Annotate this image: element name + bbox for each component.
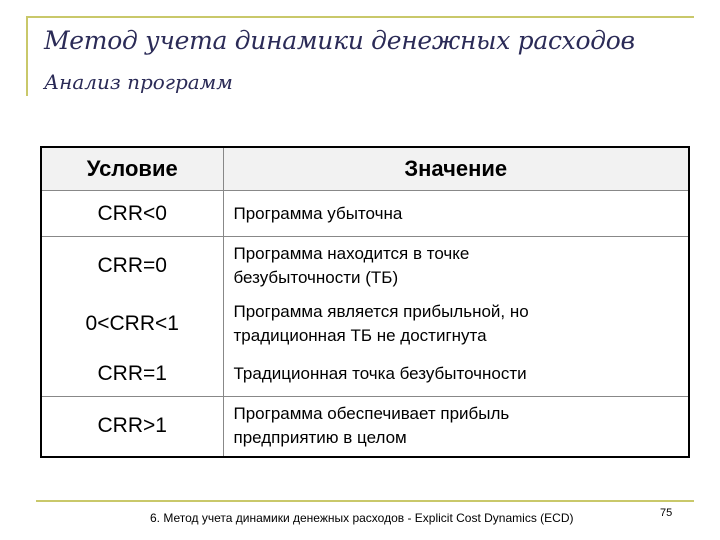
condition-cell: CRR=0 [41,237,223,295]
value-line: предприятию в целом [233,428,407,448]
value-line: Программа обеспечивает прибыль [233,404,510,424]
top-accent-line [26,16,694,18]
page-number: 75 [660,507,673,519]
table-row [41,397,689,457]
table-row [41,353,689,397]
value-cell [223,353,689,397]
value-line: безубыточности (ТБ) [233,267,399,287]
header-condition: Условие [41,147,223,191]
condition-cell: CRR<0 [41,191,223,237]
conditions-table [40,146,690,458]
table-header-row [41,147,689,191]
condition-cell: 0<CRR<1 [41,295,223,353]
value-cell [223,295,689,353]
header-value: Значение [223,147,689,191]
value-line: традиционная ТБ не достигнута [233,325,487,345]
footer-text: 6. Метод учета динамики денежных расходов - Explicit Cost Dynamics (ECD) [150,511,574,525]
value-line: Программа является прибыльной, но [233,301,529,321]
condition-cell: CRR>1 [41,397,223,457]
slide-title: Метод учета динамики денежных расходов [44,26,635,55]
value-cell [223,397,689,457]
value-cell [223,237,689,295]
footer-accent-line [36,500,694,502]
table-row [41,191,689,237]
value-line: Программа убыточна [233,203,403,223]
left-accent-line [26,16,28,96]
value-line: Программа находится в точке [233,243,470,263]
table-row [41,237,689,295]
table-row [41,295,689,353]
value-cell [223,191,689,237]
condition-cell: CRR=1 [41,353,223,397]
slide-subtitle: Анализ программ [44,70,233,94]
value-line: Традиционная точка безубыточности [233,364,527,384]
